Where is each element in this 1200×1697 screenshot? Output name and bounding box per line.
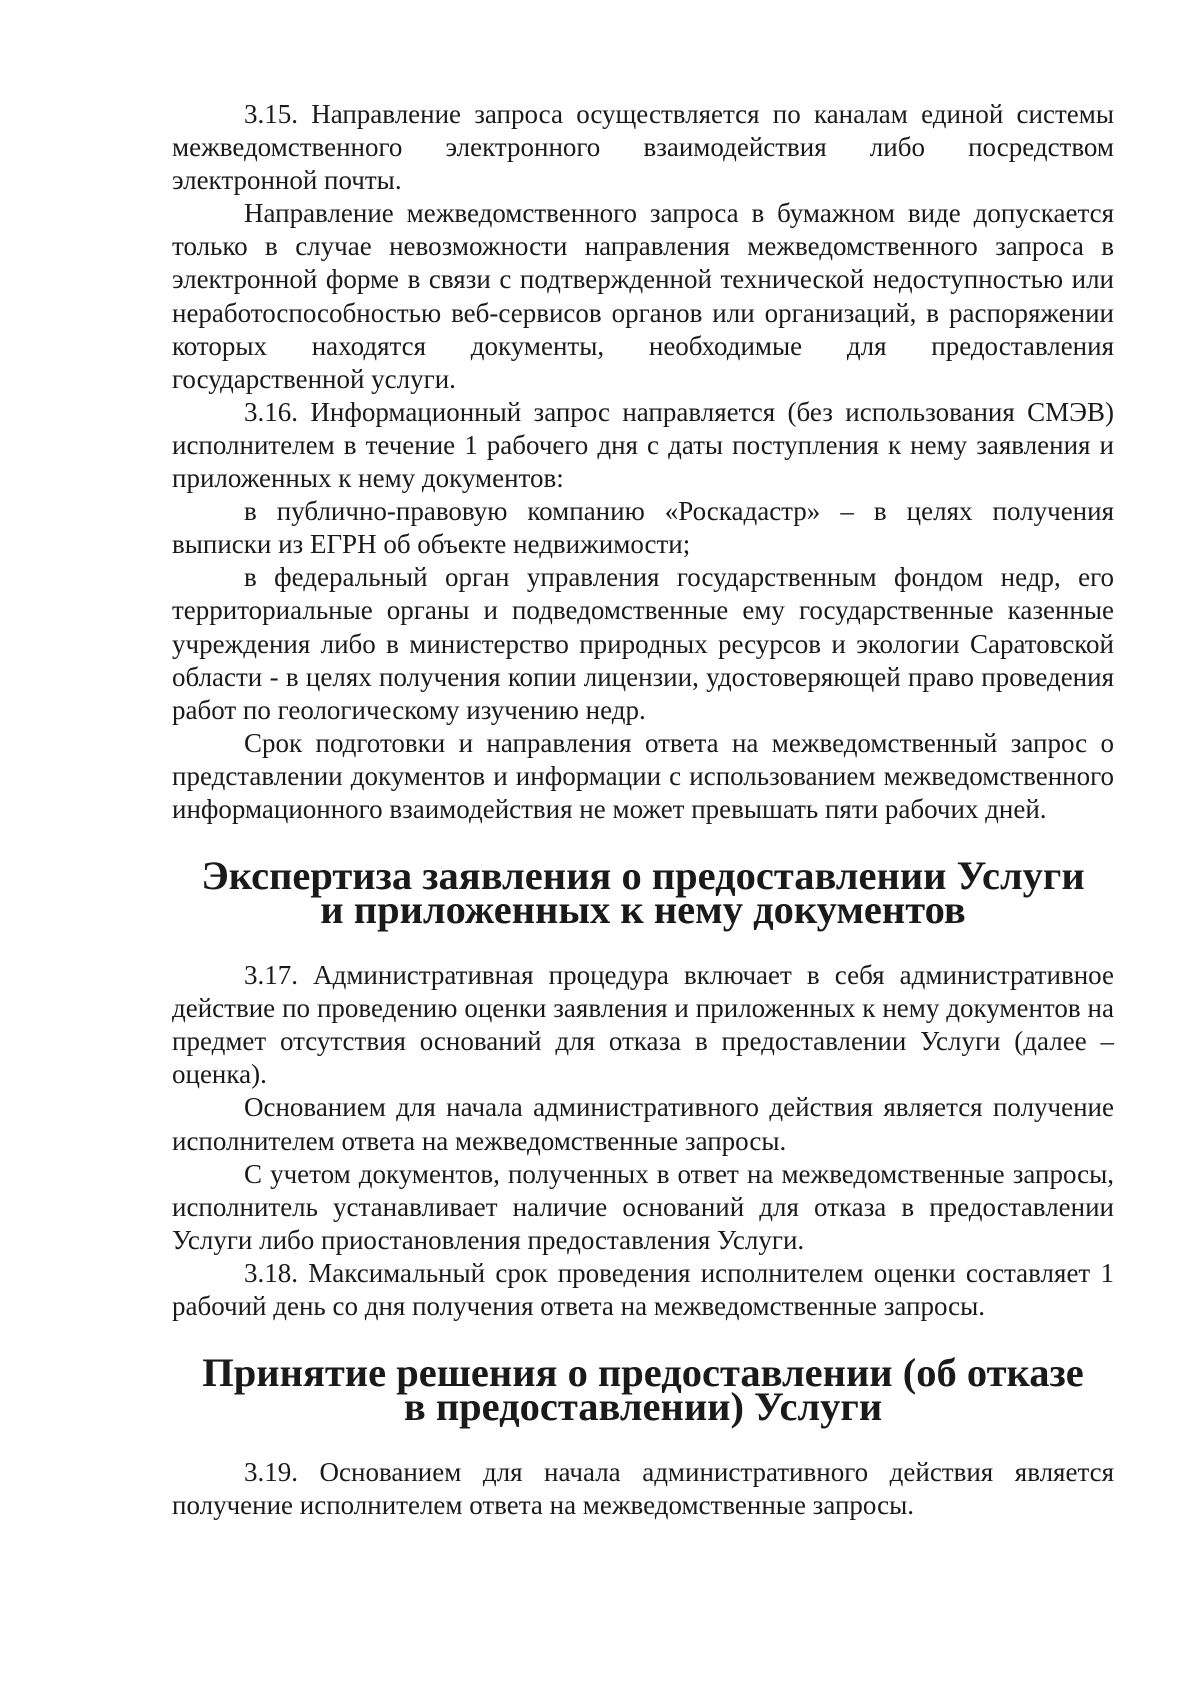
paragraph-considering-documents: С учетом документов, полученных в ответ на межведомственные запросы, исполнитель устанавливает наличие оснований для отказа в предоставлении Услуги либо приостановления предоставления Услуги. — [172, 1158, 1114, 1255]
paragraph-3-15: 3.15. Направление запроса осуществляется по каналам единой системы межведомственного электронного взаимодействия либо посредством электронной почты. — [172, 99, 1114, 196]
document-page — [172, 98, 1114, 1522]
paragraph-basis: Основанием для начала административного действия является получение исполнителем ответа на межведомственные запросы. — [172, 1092, 1114, 1156]
section-heading-expertise-line1: Экспертиза заявления о предоставлении Услуги — [201, 853, 1085, 899]
section-heading-expertise — [172, 853, 1114, 932]
paragraph-response-deadline: Срок подготовки и направления ответа на межведомственный запрос о представлении документов и информации с использованием межведомственного информационного взаимодействия не может превышать пяти рабочих дней. — [172, 727, 1114, 824]
paragraph-federal-subsoil: в федеральный орган управления государственным фондом недр, его территориальные органы и подведомственные ему государственные казенные учреждения либо в министерство природных ресурсов и экологии Саратовской области - в целях получения копии лицензии, удостоверяющей право проведения работ по геологическому изучению недр. — [172, 562, 1114, 725]
paragraph-3-18: 3.18. Максимальный срок проведения исполнителем оценки составляет 1 рабочий день со дня получения ответа на межведомственные запросы. — [172, 1257, 1114, 1321]
paragraph-paper-request: Направление межведомственного запроса в бумажном виде допускается только в случае невозможности направления межведомственного запроса в электронной форме в связи с подтвержденной технической недоступностью или неработоспособностью веб-сервисов органов или организаций, в распоряжении которых находятся документы, необходимые для предоставления государственной услуги. — [172, 198, 1114, 394]
paragraph-3-16: 3.16. Информационный запрос направляется (без использования СМЭВ) исполнителем в течение 1 рабочего дня с даты поступления к нему заявления и приложенных к нему документов: — [172, 396, 1114, 494]
section-heading-decision — [172, 1350, 1114, 1429]
paragraph-roskadastr: в публично-правовую компанию «Роскадастр» – в целях получения выписки из ЕГРН об объекте недвижимости; — [172, 496, 1114, 560]
paragraph-3-19: 3.19. Основанием для начала административного действия является получение исполнителем ответа на межведомственные запросы. — [172, 1457, 1114, 1521]
section-heading-decision-line1: Принятие решения о предоставлении (об отказе — [202, 1350, 1084, 1396]
section-heading-decision-line2: в предоставлении) Услуги — [403, 1383, 883, 1429]
section-heading-expertise-line2: и приложенных к нему документов — [320, 886, 966, 932]
paragraph-3-17: 3.17. Административная процедура включает в себя административное действие по проведению оценки заявления и приложенных к нему документов на предмет отсутствия оснований для отказа в предоставлении Услуги (далее – оценка). — [172, 960, 1114, 1090]
